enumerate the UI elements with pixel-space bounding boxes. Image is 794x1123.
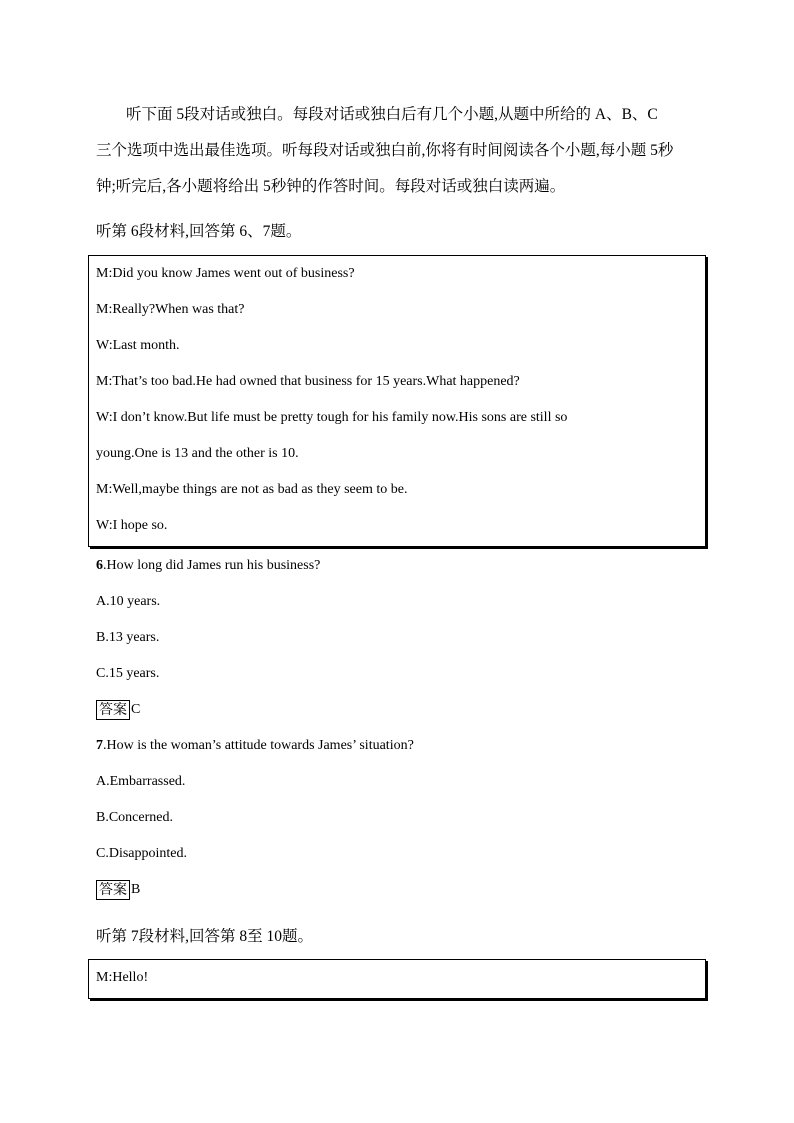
instructions-line-1: 听下面 5段对话或独白。每段对话或独白后有几个小题,从题中所给的 A、B、C [126, 106, 658, 123]
question-text: .How long did James run his business? [103, 558, 321, 573]
answer-value: B [131, 882, 141, 897]
dialogue-line: young.One is 13 and the other is 10. [96, 446, 299, 461]
question-number: 7 [96, 738, 103, 753]
dialogue-line: M:Really?When was that? [96, 302, 245, 317]
instructions-line-3: 钟;听完后,各小题将给出 5秒钟的作答时间。每段对话或独白读两遍。 [96, 178, 566, 195]
answer-7 [96, 880, 140, 900]
dialogue-line: M:Did you know James went out of business? [96, 266, 355, 281]
question-6-stem [96, 558, 320, 574]
question-text: .How is the woman’s attitude towards James’ situation? [103, 738, 414, 753]
section-6-title: 听第 6段材料,回答第 6、7题。 [96, 223, 302, 240]
option-a: A.Embarrassed. [96, 774, 186, 789]
dialogue-line: W:I don’t know.But life must be pretty tough for his family now.His sons are still so [96, 410, 568, 425]
option-a: A.10 years. [96, 594, 161, 609]
section-7-title: 听第 7段材料,回答第 8至 10题。 [96, 928, 314, 945]
option-b: B.Concerned. [96, 810, 173, 825]
answer-6 [96, 700, 140, 720]
dialogue-line: W:I hope so. [96, 518, 168, 533]
dialogue-line: W:Last month. [96, 338, 180, 353]
option-c: C.15 years. [96, 666, 160, 681]
answer-value: C [131, 702, 141, 717]
dialogue-line: M:Hello! [96, 970, 149, 985]
dialogue-line: M:Well,maybe things are not as bad as they seem to be. [96, 482, 408, 497]
instructions-line-2: 三个选项中选出最佳选项。听每段对话或独白前,你将有时间阅读各个小题,每小题 5秒 [96, 142, 674, 159]
instructions [96, 97, 706, 205]
option-c: C.Disappointed. [96, 846, 187, 861]
dialogue-box-6 [88, 255, 706, 547]
question-number: 6 [96, 558, 103, 573]
answer-label: 答案 [96, 880, 130, 900]
option-b: B.13 years. [96, 630, 160, 645]
dialogue-line: M:That’s too bad.He had owned that business for 15 years.What happened? [96, 374, 520, 389]
dialogue-box-7 [88, 959, 706, 999]
answer-label: 答案 [96, 700, 130, 720]
question-7-stem [96, 738, 414, 754]
